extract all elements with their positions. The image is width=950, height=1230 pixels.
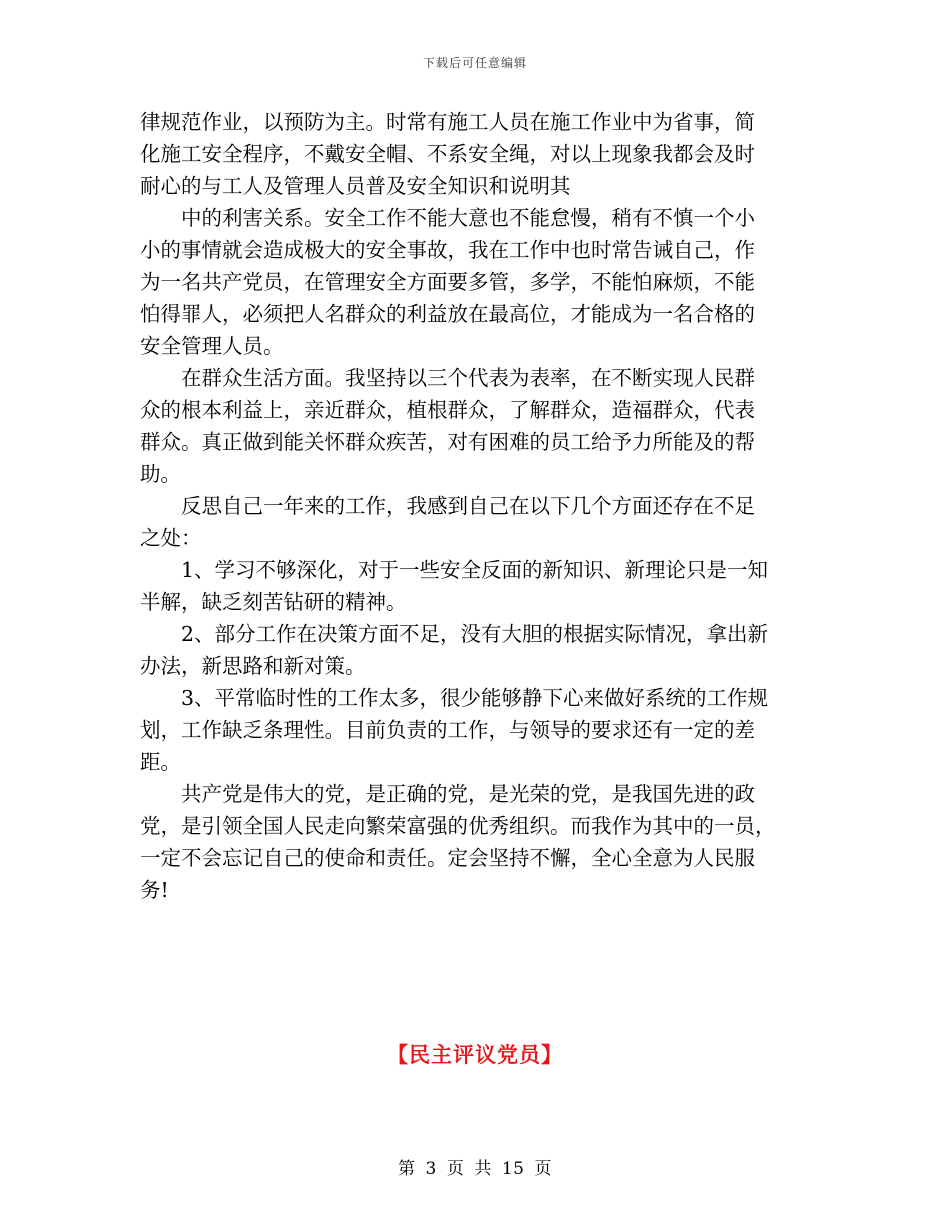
footer-total-pages: 15 (501, 1159, 525, 1179)
paragraph-line: 党，是引领全国人民走向繁荣富强的优秀组织。而我作为其中的一员， (140, 814, 776, 838)
paragraph-line: 1、学习不够深化，对于一些安全反面的新知识、新理论只是一知 (181, 558, 769, 582)
paragraph-line: 3、平常临时性的工作太多，很少能够静下心来做好系统的工作规 (181, 686, 769, 710)
footer-suffix: 页 (534, 1159, 552, 1179)
paragraph-line: 共产党是伟大的党，是正确的党，是光荣的党，是我国先进的政 (181, 782, 755, 806)
paragraph-line: 反思自己一年来的工作，我感到自己在以下几个方面还存在不足 (181, 494, 755, 518)
paragraph-line: 怕得罪人，必须把人名群众的利益放在最高位，才能成为一名合格的 (140, 302, 755, 326)
paragraph-line: 在群众生活方面。我坚持以三个代表为表率，在不断实现人民群 (181, 366, 755, 390)
header-note: 下载后可任意编辑 (422, 56, 527, 70)
footer-total-word: 共 (474, 1159, 492, 1179)
paragraph-line: 划，工作缺乏条理性。目前负责的工作，与领导的要求还有一定的差 (140, 718, 755, 742)
paragraph-line: 距。 (140, 750, 181, 774)
section-title: 【民主评议党员】 (387, 1042, 563, 1067)
paragraph-line: 群众。真正做到能关怀群众疾苦，对有困难的员工给予力所能及的帮 (140, 430, 755, 454)
paragraph (140, 778, 800, 906)
paragraph-line: 小的事情就会造成极大的安全事故，我在工作中也时常告诫自己，作 (140, 238, 755, 262)
footer-current-page: 3 (425, 1159, 437, 1179)
document-body (140, 106, 800, 906)
footer-page-word: 页 (446, 1159, 465, 1179)
paragraph (140, 202, 800, 362)
paragraph-line: 务! (140, 878, 169, 902)
page-footer (0, 1154, 950, 1179)
paragraph-line: 耐心的与工人及管理人员普及安全知识和说明其 (140, 174, 571, 198)
footer-prefix: 第 (398, 1159, 416, 1179)
paragraph (140, 554, 800, 618)
paragraph (140, 682, 800, 778)
paragraph-line: 助。 (140, 462, 181, 486)
paragraph (140, 106, 800, 202)
paragraph-line: 办法，新思路和新对策。 (140, 654, 366, 678)
paragraph-line: 为一名共产党员，在管理安全方面要多管，多学，不能怕麻烦，不能 (140, 270, 755, 294)
paragraph-line: 安全管理人员。 (140, 334, 284, 358)
paragraph-line: 2、部分工作在决策方面不足，没有大胆的根据实际情况，拿出新 (181, 622, 769, 646)
paragraph-line: 之处： (140, 526, 202, 550)
paragraph (140, 362, 800, 490)
paragraph-line: 中的利害关系。安全工作不能大意也不能怠慢，稍有不慎一个小 (181, 206, 755, 230)
paragraph-line: 半解，缺乏刻苦钻研的精神。 (140, 590, 407, 614)
paragraph-line: 化施工安全程序，不戴安全帽、不系安全绳，对以上现象我都会及时 (140, 142, 755, 166)
paragraph (140, 618, 800, 682)
paragraph (140, 490, 800, 554)
paragraph-line: 律规范作业，以预防为主。时常有施工人员在施工作业中为省事，简 (140, 110, 755, 134)
paragraph-line: 众的根本利益上，亲近群众，植根群众，了解群众，造福群众，代表 (140, 398, 755, 422)
paragraph-line: 一定不会忘记自己的使命和责任。定会坚持不懈，全心全意为人民服 (140, 846, 755, 870)
